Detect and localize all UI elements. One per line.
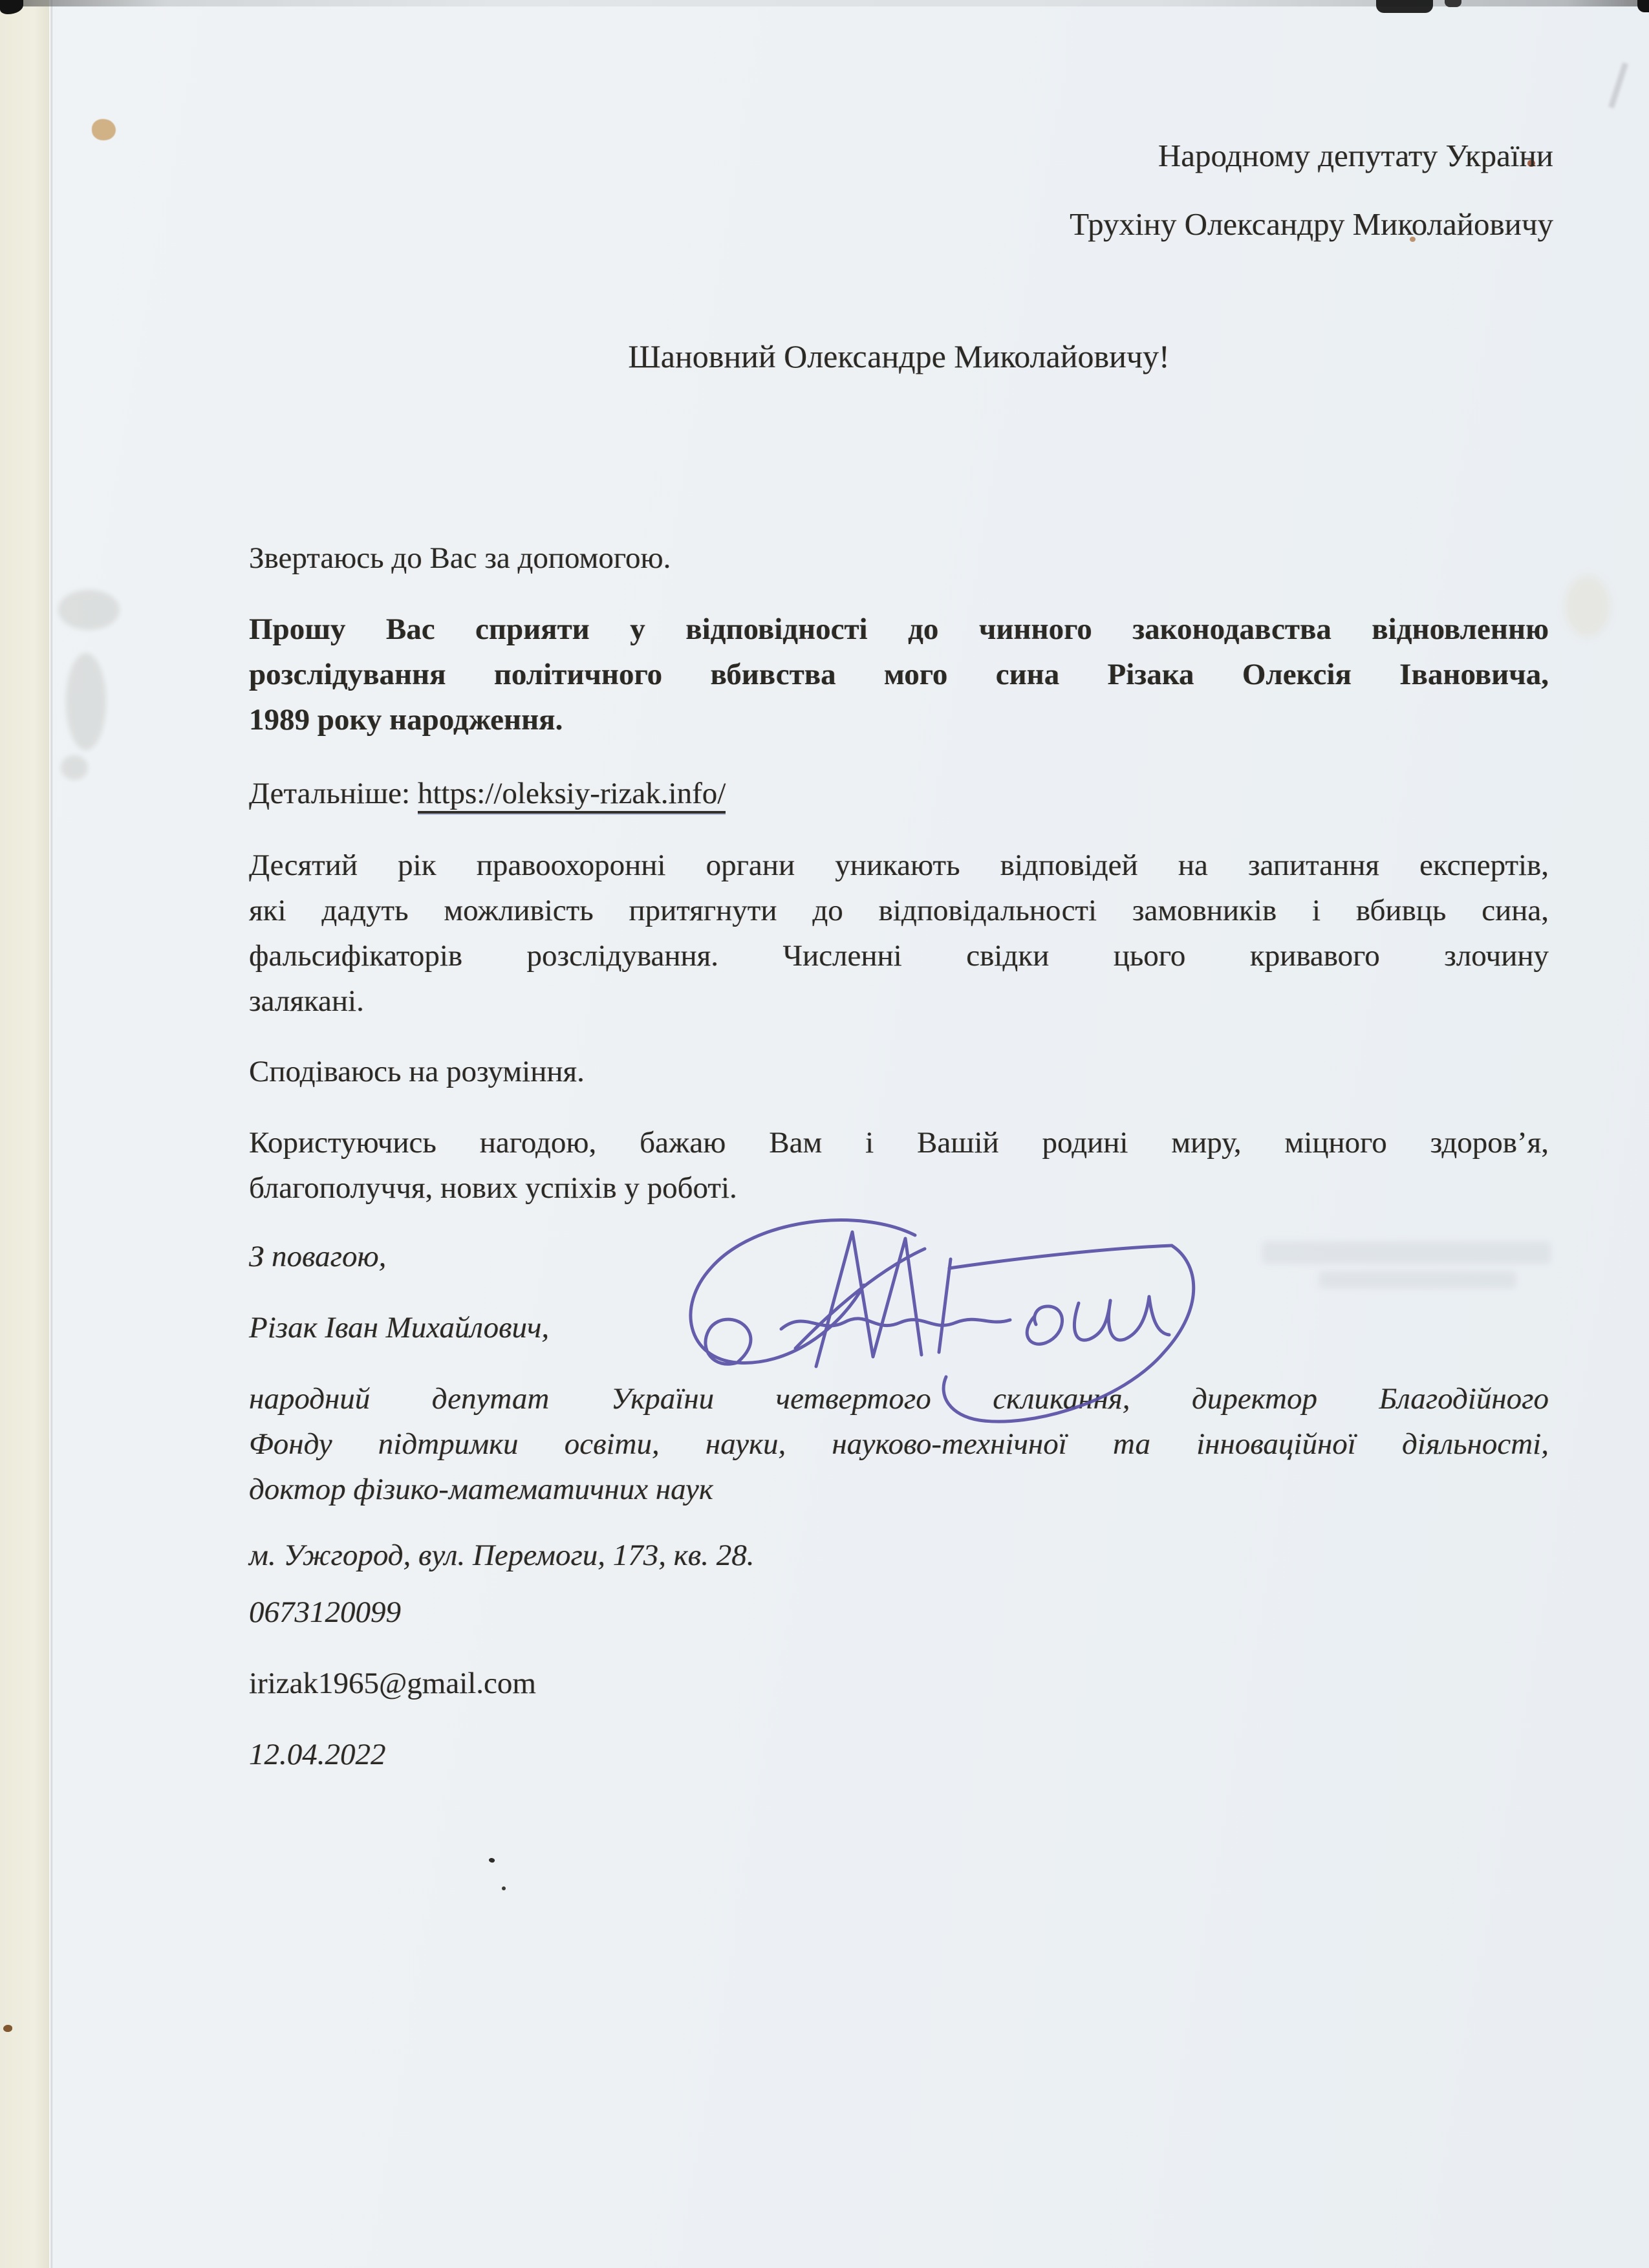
paragraph-investigation: [249, 843, 1549, 1024]
email-line: irizak1965@gmail.com: [249, 1667, 536, 1700]
signature-ink: [647, 1200, 1455, 1471]
signer-title-line: доктор фізико-математичних наук: [249, 1473, 713, 1506]
investigation-line: Десятий рік правоохоронні органи уникають відповідей на запитання експертів,: [249, 848, 1549, 882]
scan-corner-artifact: [1376, 0, 1433, 13]
signer-title-line: Фонду підтримки освіти, науки, науково-технічної та інноваційної діяльності,: [249, 1427, 1549, 1461]
pencil-smudge: [58, 590, 120, 630]
scanner-backing-strip: [0, 0, 49, 2268]
recipient-block: [842, 122, 1553, 259]
signer-name: Різак Іван Михайлович,: [249, 1311, 550, 1345]
paragraph-intro: Звертаюсь до Вас за допомогою.: [249, 541, 671, 575]
phone-line: 0673120099: [249, 1595, 401, 1629]
closing-respectfully: З повагою,: [249, 1240, 387, 1273]
paper-edge: [49, 0, 52, 2268]
scan-corner-artifact: [1445, 0, 1461, 7]
scan-streak: [1608, 62, 1628, 108]
pencil-smudge: [61, 755, 88, 780]
paragraph-details: [249, 771, 1549, 816]
signer-title-line: народний депутат України четвертого скликання, директор Благодійного: [249, 1382, 1549, 1416]
scan-corner-artifact: [1637, 0, 1649, 12]
paragraph-wishes: [249, 1120, 1549, 1211]
recipient-line-2: Трухіну Олександру Миколайовичу: [1070, 206, 1553, 242]
request-line: 1989 року народження.: [249, 703, 563, 737]
details-link[interactable]: https://oleksiy-rizak.info/: [418, 777, 726, 814]
recipient-line-1: Народному депутату України: [1158, 138, 1553, 173]
details-label: Детальніше:: [249, 777, 418, 810]
paragraph-request: [249, 607, 1549, 742]
paper-stain: [92, 119, 116, 140]
investigation-line: фальсифікаторів розслідування. Численні свідки цього кривавого злочину: [249, 939, 1549, 973]
wishes-line: благополуччя, нових успіхів у роботі.: [249, 1171, 737, 1205]
investigation-line: залякані.: [249, 984, 364, 1018]
request-line: розслідування політичного вбивства мого сина Різака Олексія Івановича,: [249, 658, 1549, 691]
wishes-line: Користуючись нагодою, бажаю Вам і Вашій родині миру, міцного здоров’я,: [249, 1126, 1549, 1160]
ink-speck: [488, 1857, 495, 1863]
address-line: м. Ужгород, вул. Перемоги, 173, кв. 28.: [249, 1539, 755, 1572]
salutation: Шановний Олександре Миколайовичу!: [628, 338, 1170, 374]
request-line: Прошу Вас сприяти у відповідності до чинного законодавства відновленню: [249, 612, 1549, 646]
paper-stain: [1565, 576, 1610, 637]
date-line: 12.04.2022: [249, 1738, 386, 1771]
paper-speck: [3, 2025, 12, 2032]
investigation-line: які дадуть можливість притягнути до відповідальності замовників і вбивць сина,: [249, 894, 1549, 927]
paragraph-hope: Сподіваюсь на розуміння.: [249, 1055, 585, 1088]
ink-speck: [502, 1886, 506, 1890]
pencil-smudge: [66, 653, 106, 750]
